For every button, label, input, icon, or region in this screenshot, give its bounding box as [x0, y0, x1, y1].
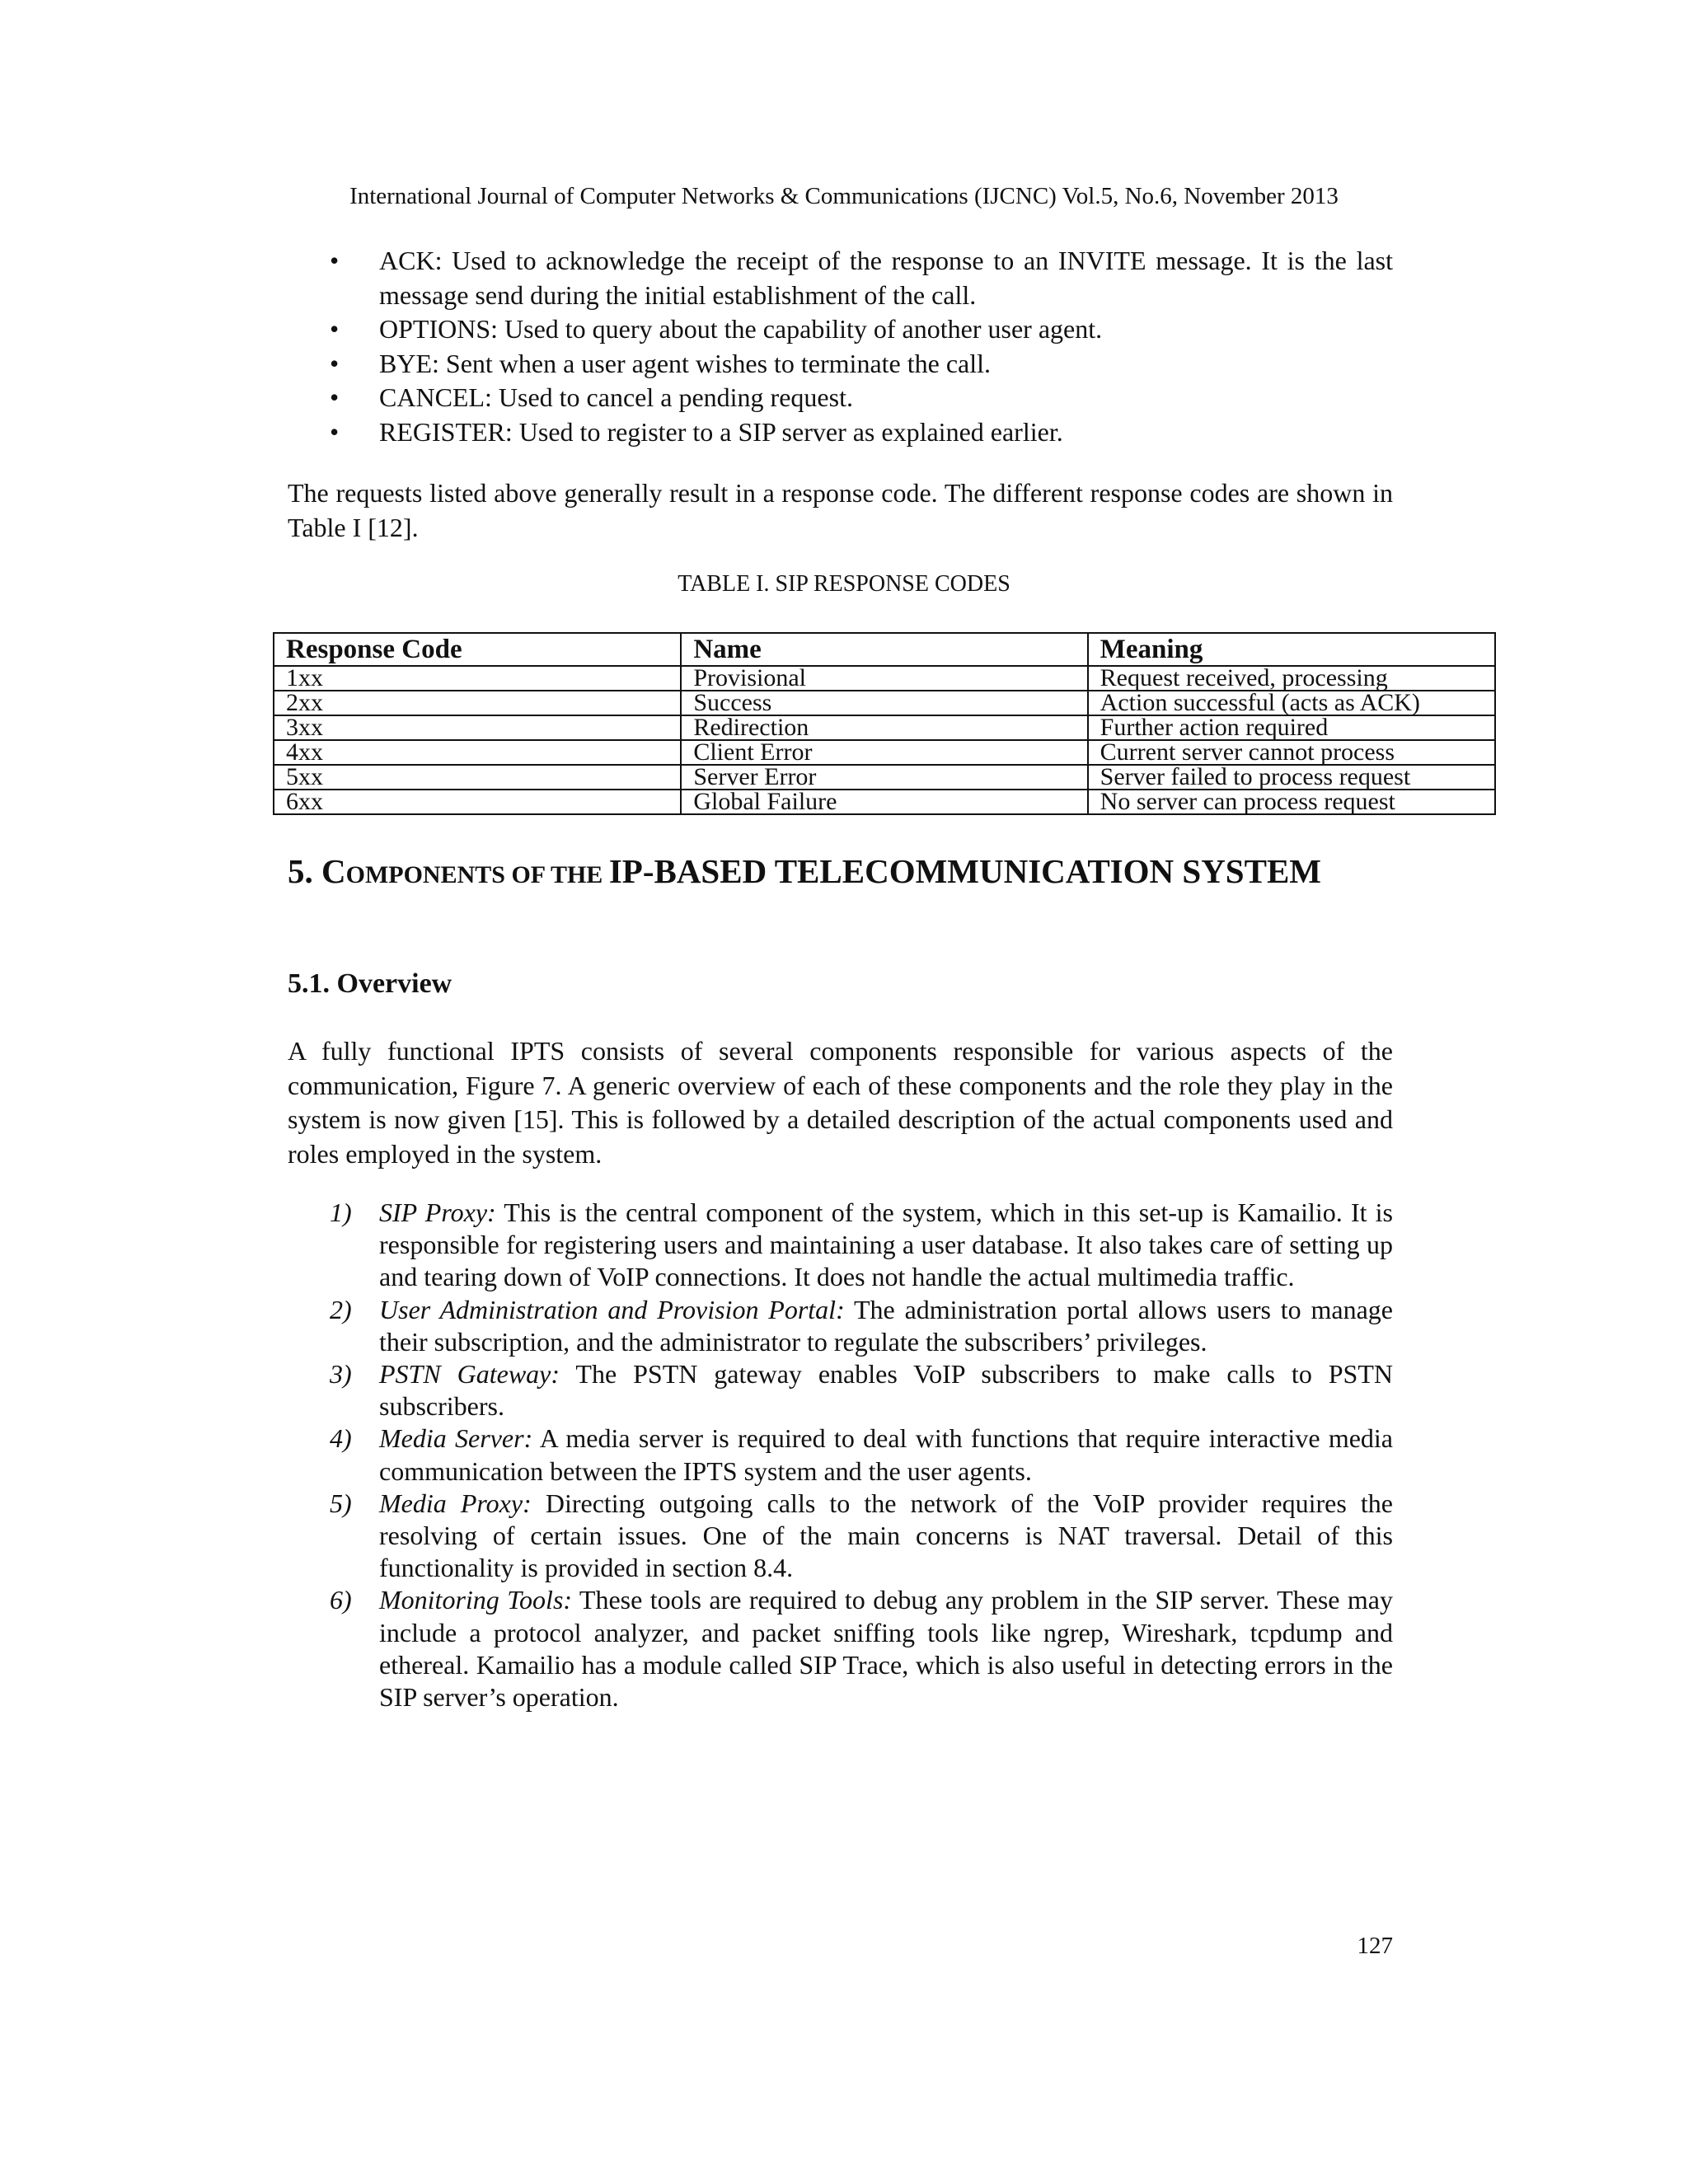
- cell-response-code: 5xx: [274, 765, 681, 790]
- table-row: [274, 666, 1495, 691]
- cell-meaning: Further action required: [1088, 715, 1495, 740]
- list-number: 6): [330, 1585, 352, 1615]
- cell-name: Redirection: [681, 715, 1087, 740]
- cell-response-code: 4xx: [274, 740, 681, 765]
- component-description: This is the central component of the system, which in this set-up is Kamailio. It is responsible for registering users and maintaining a user database. It also takes care of setting up and tearing down of VoIP connections. It does not handle the actual multimedia traffic.: [379, 1197, 1394, 1292]
- bullet-icon: •: [330, 416, 340, 447]
- table-row: [274, 715, 1495, 740]
- column-header-meaning: Meaning: [1088, 633, 1495, 666]
- component-term: Media Server:: [379, 1423, 533, 1454]
- list-item: [330, 415, 1393, 450]
- list-item: [330, 1358, 1393, 1422]
- cell-name: Provisional: [681, 666, 1087, 691]
- cell-name: Client Error: [681, 740, 1087, 765]
- table-row: [274, 765, 1495, 790]
- list-item: [330, 1584, 1393, 1713]
- component-term: Monitoring Tools:: [379, 1585, 573, 1615]
- list-number: 2): [330, 1294, 352, 1324]
- bullet-icon: •: [330, 348, 340, 378]
- component-description: The PSTN gateway enables VoIP subscribers to make calls to PSTN subscribers.: [379, 1359, 1394, 1422]
- table-header-row: [274, 633, 1495, 666]
- list-item: [330, 1197, 1393, 1294]
- component-description: Directing outgoing calls to the network of the VoIP provider requires the resolving of certain issues. One of the main concerns is NAT traversal. Detail of this functionality is provided in section 8.4.: [379, 1488, 1394, 1583]
- cell-name: Success: [681, 691, 1087, 715]
- table-row: [274, 740, 1495, 765]
- list-item: [330, 347, 1393, 382]
- components-list: [330, 1197, 1393, 1713]
- list-number: 1): [330, 1197, 352, 1227]
- cell-response-code: 3xx: [274, 715, 681, 740]
- list-item: [330, 244, 1393, 312]
- list-number: 4): [330, 1423, 352, 1454]
- page-number: 127: [1357, 1933, 1393, 1959]
- list-item-text: REGISTER: Used to register to a SIP server as explained earlier.: [379, 416, 1063, 447]
- component-description: The administration portal allows users to manage their subscription, and the administrator to regulate the subscribers’ privileges.: [379, 1294, 1393, 1357]
- component-description: A media server is required to deal with functions that require interactive media communication between the IPTS system and the user agents.: [379, 1423, 1394, 1486]
- intro-paragraph: The requests listed above generally result in a response code. The different response codes are shown in Table I [12].: [288, 478, 1393, 542]
- cell-meaning: Current server cannot process: [1088, 740, 1495, 765]
- column-header-response-code: Response Code: [274, 633, 681, 666]
- list-number: 5): [330, 1488, 352, 1518]
- list-item-text: ACK: Used to acknowledge the receipt of the response to an INVITE message. It is the last message send during the initial establishment of the call.: [379, 246, 1393, 310]
- cell-meaning: Request received, processing: [1088, 666, 1495, 691]
- cell-meaning: No server can process request: [1088, 790, 1495, 814]
- cell-meaning: Server failed to process request: [1088, 765, 1495, 790]
- bullet-icon: •: [330, 314, 340, 344]
- overview-paragraph: A fully functional IPTS consists of several components responsible for various aspects of the communication, Figure 7. A generic overview of each of these components and the role they play in the system is now given [15]. This is followed by a detailed description of the actual components used and roles employed in the system.: [288, 1036, 1393, 1169]
- cell-response-code: 2xx: [274, 691, 681, 715]
- cell-meaning: Action successful (acts as ACK): [1088, 691, 1495, 715]
- table-row: [274, 691, 1495, 715]
- sip-response-codes-table: [273, 632, 1496, 815]
- bullet-icon: •: [330, 382, 340, 412]
- cell-response-code: 1xx: [274, 666, 681, 691]
- list-item: [330, 1294, 1393, 1358]
- table-row: [274, 790, 1495, 814]
- list-number: 3): [330, 1359, 352, 1390]
- list-item-text: OPTIONS: Used to query about the capability of another user agent.: [379, 314, 1103, 344]
- cell-name: Server Error: [681, 765, 1087, 790]
- list-item: [330, 1422, 1393, 1487]
- component-term: User Administration and Provision Portal:: [379, 1294, 845, 1324]
- column-header-name: Name: [681, 633, 1087, 666]
- section-heading: 5. COMPONENTS OF THE IP-BASED TELECOMMUNICATION SYSTEM: [288, 852, 1321, 890]
- component-term: Media Proxy:: [379, 1488, 532, 1518]
- cell-response-code: 6xx: [274, 790, 681, 814]
- running-header: International Journal of Computer Networks & Communications (IJCNC) Vol.5, No.6, November 2013: [349, 183, 1339, 209]
- list-item: [330, 1488, 1393, 1585]
- list-item-text: CANCEL: Used to cancel a pending request.: [379, 382, 853, 412]
- table-caption: TABLE I. SIP RESPONSE CODES: [678, 571, 1010, 597]
- sip-request-list: [330, 244, 1393, 449]
- list-item-text: BYE: Sent when a user agent wishes to terminate the call.: [379, 348, 992, 378]
- component-term: SIP Proxy:: [379, 1197, 496, 1227]
- list-item: [330, 312, 1393, 347]
- list-item: [330, 381, 1393, 415]
- subsection-heading: 5.1. Overview: [288, 968, 452, 999]
- cell-name: Global Failure: [681, 790, 1087, 814]
- component-term: PSTN Gateway:: [379, 1359, 560, 1390]
- bullet-icon: •: [330, 246, 340, 275]
- component-description: These tools are required to debug any problem in the SIP server. These may include a protocol analyzer, and packet sniffing tools like ngrep, Wireshark, tcpdump and ethereal. Kamailio has a module called SIP Trace, which is also useful in detecting errors in the SIP server’s operation.: [379, 1585, 1394, 1713]
